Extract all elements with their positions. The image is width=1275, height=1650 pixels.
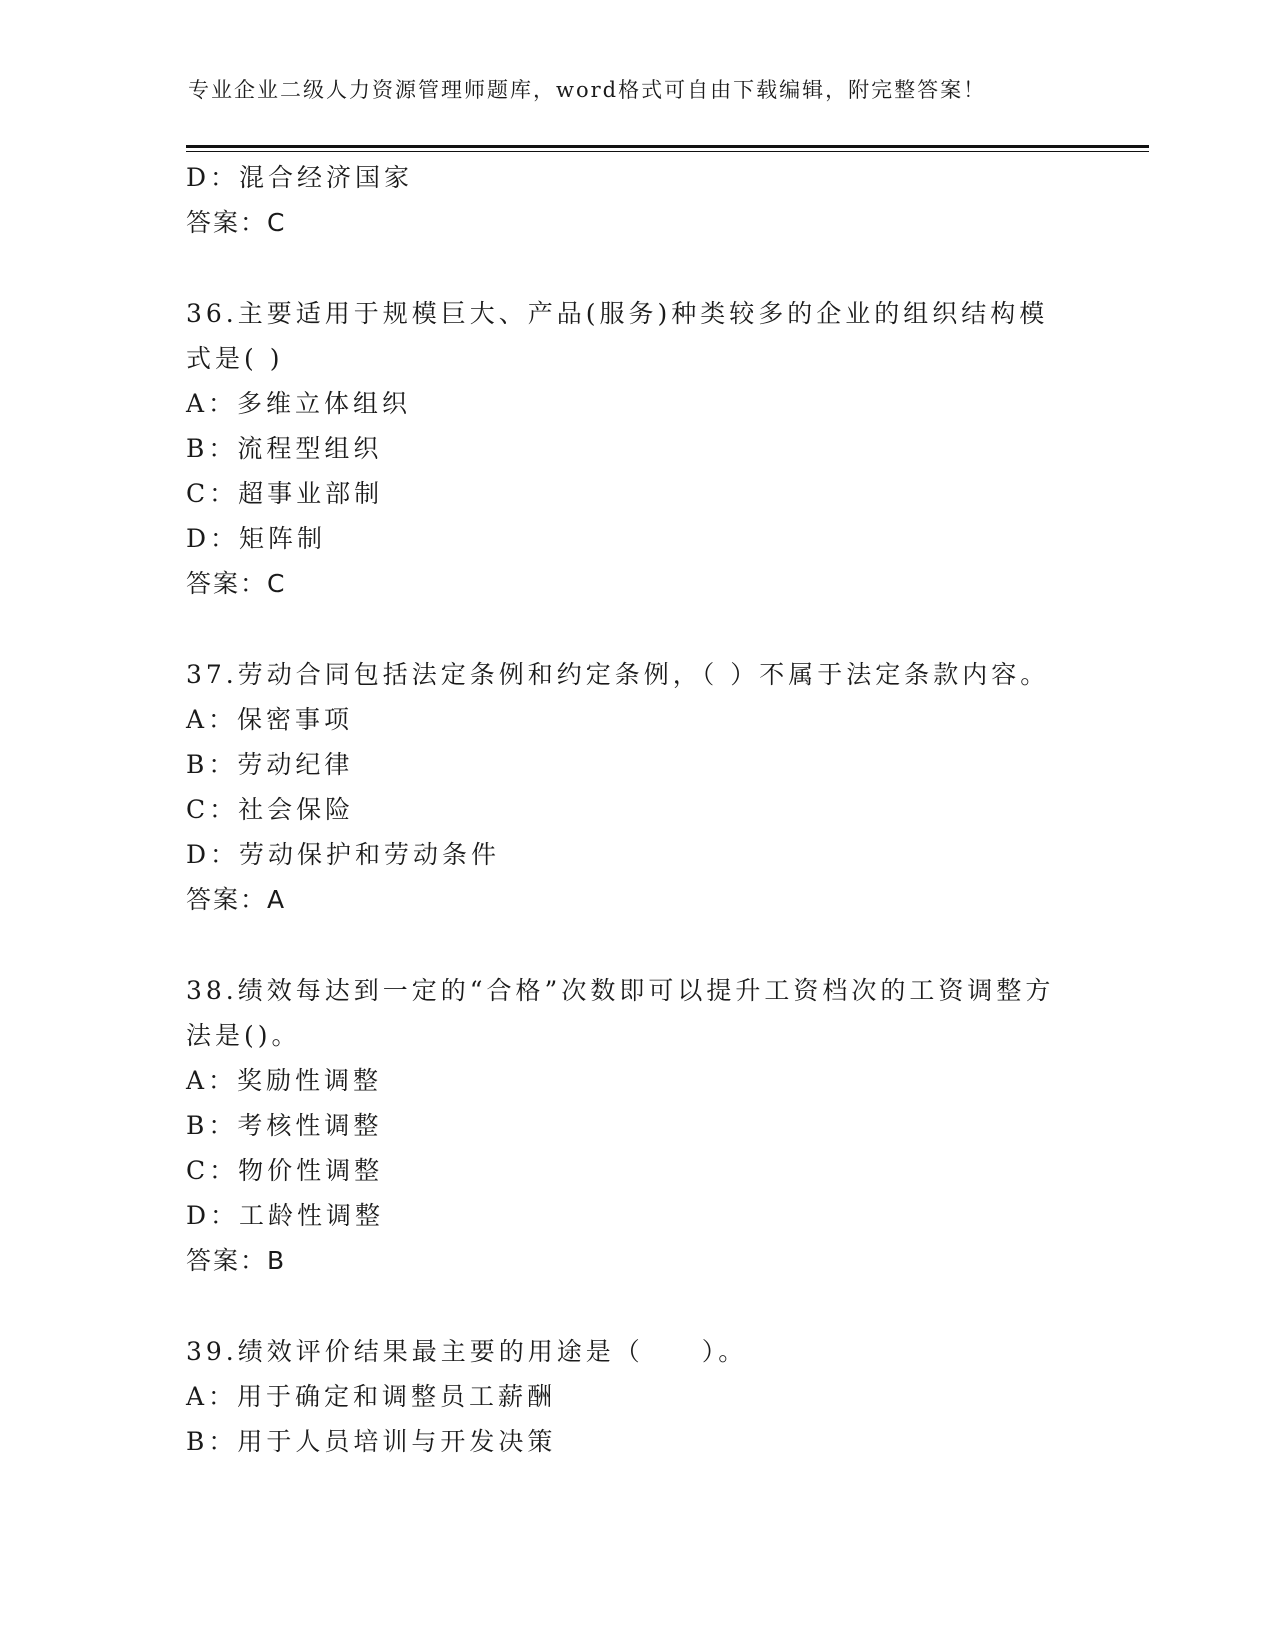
question-37-option-d: D：劳动保护和劳动条件 bbox=[186, 840, 501, 869]
question-36-option-b: B：流程型组织 bbox=[186, 434, 383, 463]
question-38-option-a: A：奖励性调整 bbox=[186, 1066, 383, 1095]
question-36-option-d: D：矩阵制 bbox=[186, 524, 327, 553]
question-38-answer: 答案：B bbox=[186, 1246, 287, 1275]
question-36-option-a: A：多维立体组织 bbox=[186, 389, 412, 418]
prev-option-d: D：混合经济国家 bbox=[186, 163, 414, 192]
header-rule-thin bbox=[186, 151, 1149, 152]
question-38-stem: 38.绩效每达到一定的“合格”次数即可以提升工资档次的工资调整方法是()。 bbox=[186, 976, 1055, 1050]
question-38-option-c: C：物价性调整 bbox=[186, 1156, 384, 1185]
question-37-option-a: A：保密事项 bbox=[186, 705, 354, 734]
question-39-option-a: A：用于确定和调整员工薪酬 bbox=[186, 1382, 557, 1411]
question-content bbox=[186, 155, 1086, 1464]
question-36-answer: 答案：C bbox=[186, 569, 287, 598]
question-39-option-b: B：用于人员培训与开发决策 bbox=[186, 1427, 557, 1456]
question-38-option-d: D：工龄性调整 bbox=[186, 1201, 385, 1230]
question-38-option-b: B：考核性调整 bbox=[186, 1111, 383, 1140]
prev-answer: 答案：C bbox=[186, 208, 287, 237]
header-rule-thick bbox=[186, 145, 1149, 148]
question-39-stem: 39.绩效评价结果最主要的用途是（ ）。 bbox=[186, 1337, 748, 1366]
question-37-answer: 答案：A bbox=[186, 885, 287, 914]
question-37-option-c: C：社会保险 bbox=[186, 795, 355, 824]
page-header: 专业企业二级人力资源管理师题库，word格式可自由下载编辑，附完整答案！ bbox=[188, 78, 987, 102]
question-37-option-b: B：劳动纪律 bbox=[186, 750, 354, 779]
question-37-stem: 37.劳动合同包括法定条例和约定条例，（ ）不属于法定条款内容。 bbox=[186, 660, 1050, 689]
question-36-option-c: C：超事业部制 bbox=[186, 479, 384, 508]
question-36-stem: 36.主要适用于规模巨大、产品(服务)种类较多的企业的组织结构模式是( ) bbox=[186, 299, 1049, 373]
